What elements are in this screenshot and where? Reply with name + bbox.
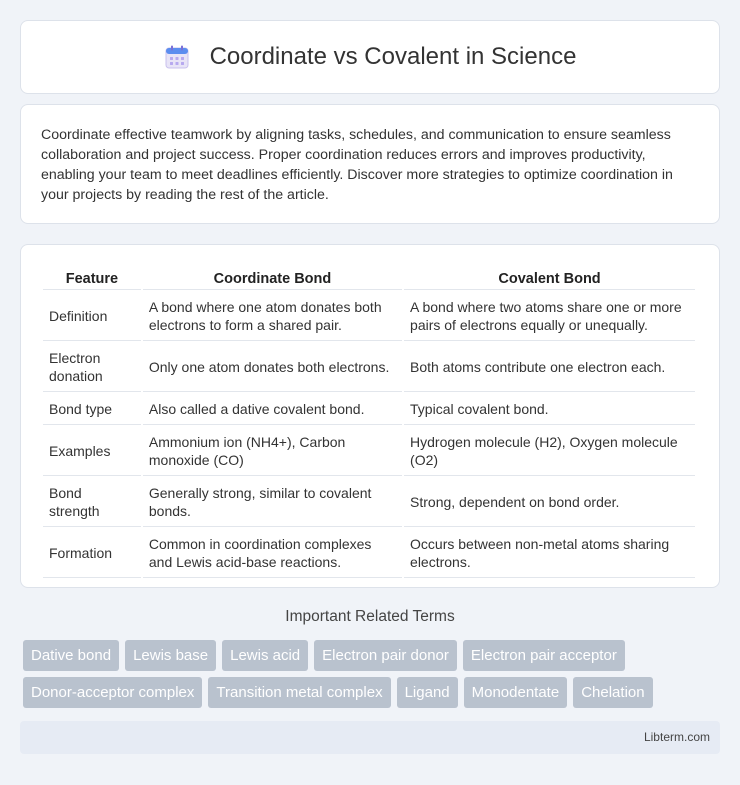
row-coordinate: A bond where one atom donates both electrons to form a shared pair. <box>143 292 402 341</box>
page-title: Coordinate vs Covalent in Science <box>209 43 577 70</box>
row-feature: Examples <box>43 427 141 476</box>
tag-electron-pair-acceptor[interactable]: Electron pair acceptor <box>463 640 625 671</box>
table-row <box>43 292 695 341</box>
row-covalent: Typical covalent bond. <box>404 394 695 425</box>
row-feature: Bond strength <box>43 478 141 527</box>
footer <box>20 721 720 754</box>
tag-dative-bond[interactable]: Dative bond <box>23 640 119 671</box>
tag-lewis-base[interactable]: Lewis base <box>125 640 216 671</box>
row-feature: Electron donation <box>43 343 141 392</box>
row-covalent: Occurs between non-metal atoms sharing electrons. <box>404 529 695 578</box>
row-coordinate: Also called a dative covalent bond. <box>143 394 402 425</box>
comparison-table <box>41 265 697 580</box>
row-covalent: Both atoms contribute one electron each. <box>404 343 695 392</box>
table-header-row <box>43 267 695 290</box>
related-terms-tags <box>23 640 723 708</box>
row-covalent: Hydrogen molecule (H2), Oxygen molecule (O2) <box>404 427 695 476</box>
tag-transition-metal-complex[interactable]: Transition metal complex <box>208 677 390 708</box>
intro-card <box>20 104 720 224</box>
row-coordinate: Ammonium ion (NH4+), Carbon monoxide (CO) <box>143 427 402 476</box>
table-row <box>43 343 695 392</box>
row-feature: Bond type <box>43 394 141 425</box>
comparison-table-card <box>20 244 720 588</box>
related-terms-title: Important Related Terms <box>285 608 455 625</box>
table-row <box>43 478 695 527</box>
row-coordinate: Generally strong, similar to covalent bonds. <box>143 478 402 527</box>
tag-ligand[interactable]: Ligand <box>397 677 458 708</box>
table-row <box>43 529 695 578</box>
header-coordinate-bond: Coordinate Bond <box>143 267 402 290</box>
table-row <box>43 394 695 425</box>
header-card <box>20 20 720 94</box>
intro-paragraph: Coordinate effective teamwork by aligning tasks, schedules, and communication to ensure seamless collaboration and project success. Proper coordination reduces errors and improves productivity, enabling your team to meet deadlines efficiently. Discover more strategies to optimize coordination in your projects by reading the rest of the article. <box>41 127 673 203</box>
tag-monodentate[interactable]: Monodentate <box>464 677 568 708</box>
row-covalent: Strong, dependent on bond order. <box>404 478 695 527</box>
header-covalent-bond: Covalent Bond <box>404 267 695 290</box>
tag-electron-pair-donor[interactable]: Electron pair donor <box>314 640 457 671</box>
calendar-icon <box>164 44 190 70</box>
row-coordinate: Common in coordination complexes and Lewis acid-base reactions. <box>143 529 402 578</box>
header-feature: Feature <box>43 267 141 290</box>
tag-lewis-acid[interactable]: Lewis acid <box>222 640 308 671</box>
tag-chelation[interactable]: Chelation <box>573 677 652 708</box>
footer-site-link[interactable]: Libterm.com <box>643 730 710 744</box>
row-feature: Definition <box>43 292 141 341</box>
table-row <box>43 427 695 476</box>
row-feature: Formation <box>43 529 141 578</box>
row-covalent: A bond where two atoms share one or more pairs of electrons equally or unequally. <box>404 292 695 341</box>
tag-donor-acceptor-complex[interactable]: Donor-acceptor complex <box>23 677 202 708</box>
row-coordinate: Only one atom donates both electrons. <box>143 343 402 392</box>
